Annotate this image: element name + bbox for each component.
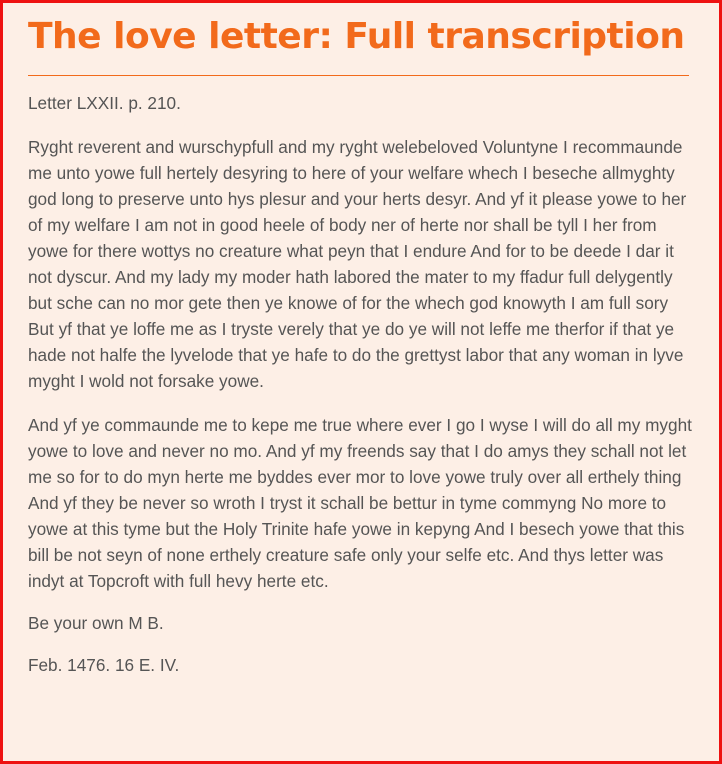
- title-divider: [28, 75, 689, 76]
- page-title: The love letter: Full transcription: [28, 16, 685, 57]
- letter-reference: Letter LXXII. p. 210.: [28, 93, 181, 113]
- letter-paragraph-2: And yf ye commaunde me to kepe me true where ever I go I wyse I will do all my myght yowe to love and never no mo. And yf my freends say that I do amys they schall not let me so for to do myn herte me byddes ever mor to love yowe truly over all erthely thing And yf they be never so wroth I tryst it schall be bettur in tyme commyng No more to yowe at this tyme but the Holy Trinite hafe yowe in kepyng And I besech yowe that this bill be not seyn of none erthely creature safe only your selfe etc. And thys letter was indyt at Topcroft with full hevy herte etc.: [28, 415, 692, 591]
- letter-signature: Be your own M B.: [28, 613, 164, 633]
- letter-date: Feb. 1476. 16 E. IV.: [28, 655, 180, 675]
- letter-paragraph-1: Ryght reverent and wurschypfull and my ryght welebeloved Voluntyne I recommaunde me unto yowe full hertely desyring to here of your welfare whech I beseche allmyghty god long to preserve unto hys plesur and your herts desyr. And yf it please yowe to her of my welfare I am not in good heele of body ner of herte nor shall be tyll I her from yowe for there wottys no creature what peyn that I endure And for to be deede I dar it not dyscur. And my lady my moder hath labored the mater to my ffadur full delygently but sche can no mor gete then ye knowe of for the whech god knowyth I am full sory But yf that ye loffe me as I tryste verely that ye do ye will not leffe me therfor if that ye hade not halfe the lyvelode that ye hafe to do the grettyst labor that any woman in lyve myght I wold not forsake yowe.: [28, 137, 687, 391]
